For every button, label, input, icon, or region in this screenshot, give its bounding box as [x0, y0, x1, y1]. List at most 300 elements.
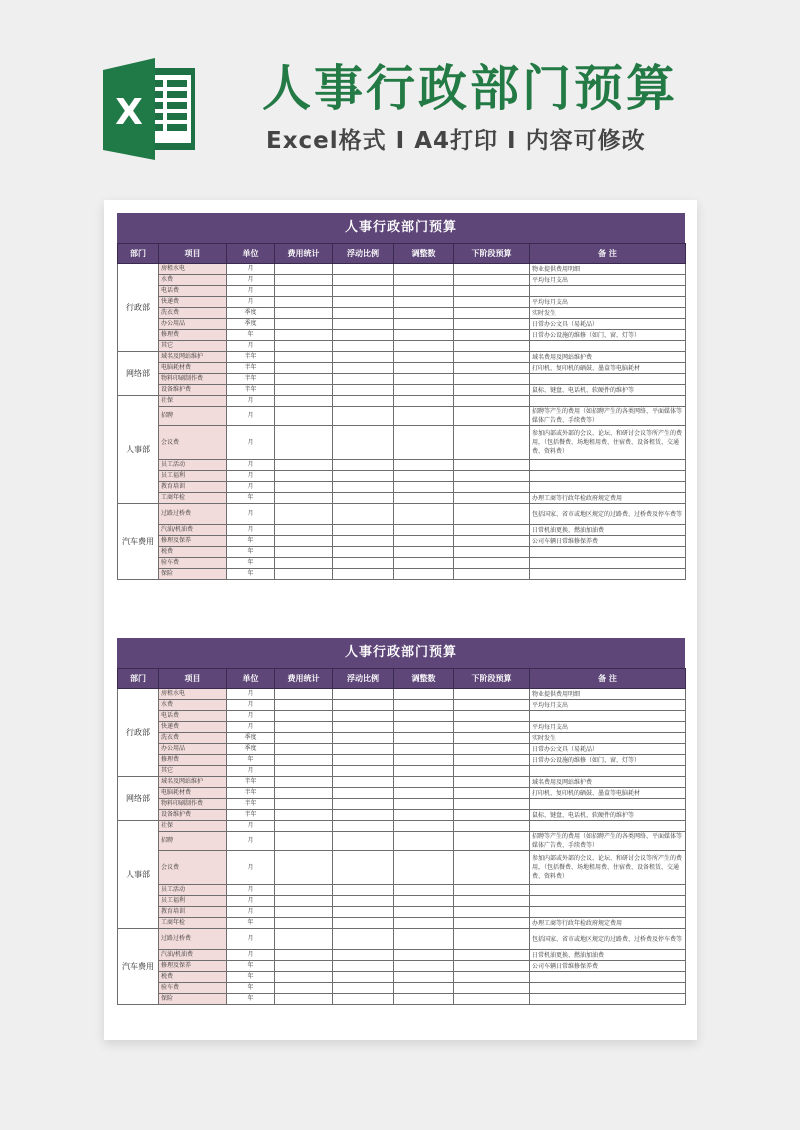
cost-total-cell[interactable] [275, 700, 333, 711]
unit-cell[interactable]: 季度 [227, 744, 275, 755]
next-budget-cell[interactable] [454, 264, 530, 275]
note-cell[interactable] [530, 907, 686, 918]
item-cell[interactable]: 招聘 [159, 407, 227, 426]
note-cell[interactable] [530, 286, 686, 297]
float-ratio-cell[interactable] [333, 983, 394, 994]
item-cell[interactable]: 房租水电 [159, 689, 227, 700]
cost-total-cell[interactable] [275, 766, 333, 777]
unit-cell[interactable]: 月 [227, 407, 275, 426]
float-ratio-cell[interactable] [333, 972, 394, 983]
item-cell[interactable]: 保险 [159, 994, 227, 1005]
item-cell[interactable]: 招聘 [159, 832, 227, 851]
note-cell[interactable]: 参加内部或外部的会议、论坛、和研讨会议等所产生的费用，（包括餐费、场地租用费、住宿费、设备租赁、交通费、资料费） [530, 851, 686, 885]
cost-total-cell[interactable] [275, 733, 333, 744]
adjustment-cell[interactable] [394, 264, 454, 275]
unit-cell[interactable]: 月 [227, 525, 275, 536]
adjustment-cell[interactable] [394, 569, 454, 580]
note-cell[interactable]: 日常办公设施的维修（如门、窗、灯等） [530, 330, 686, 341]
dept-cell[interactable]: 人事部 [118, 821, 159, 929]
unit-cell[interactable]: 年 [227, 330, 275, 341]
note-cell[interactable]: 招聘等产生的费用（如招聘产生的各类网络、平面媒体等媒体广告费、手续费等） [530, 407, 686, 426]
note-cell[interactable]: 平均每月支出 [530, 700, 686, 711]
item-cell[interactable]: 电脑耗材费 [159, 363, 227, 374]
cost-total-cell[interactable] [275, 504, 333, 525]
note-cell[interactable]: 实时发生 [530, 308, 686, 319]
next-budget-cell[interactable] [454, 385, 530, 396]
next-budget-cell[interactable] [454, 810, 530, 821]
cost-total-cell[interactable] [275, 374, 333, 385]
float-ratio-cell[interactable] [333, 547, 394, 558]
dept-cell[interactable]: 网络部 [118, 777, 159, 821]
adjustment-cell[interactable] [394, 482, 454, 493]
float-ratio-cell[interactable] [333, 504, 394, 525]
item-cell[interactable]: 汽油/机油费 [159, 525, 227, 536]
item-cell[interactable]: 快递费 [159, 722, 227, 733]
unit-cell[interactable]: 月 [227, 711, 275, 722]
note-cell[interactable]: 实时发生 [530, 733, 686, 744]
dept-cell[interactable]: 汽车费用 [118, 929, 159, 1005]
adjustment-cell[interactable] [394, 341, 454, 352]
float-ratio-cell[interactable] [333, 264, 394, 275]
cost-total-cell[interactable] [275, 950, 333, 961]
note-cell[interactable]: 平均每月支出 [530, 297, 686, 308]
cost-total-cell[interactable] [275, 851, 333, 885]
float-ratio-cell[interactable] [333, 407, 394, 426]
cost-total-cell[interactable] [275, 689, 333, 700]
note-cell[interactable] [530, 396, 686, 407]
cost-total-cell[interactable] [275, 525, 333, 536]
item-cell[interactable]: 电脑耗材费 [159, 788, 227, 799]
item-cell[interactable]: 办公用品 [159, 319, 227, 330]
item-cell[interactable]: 修理及保养 [159, 961, 227, 972]
adjustment-cell[interactable] [394, 319, 454, 330]
next-budget-cell[interactable] [454, 407, 530, 426]
note-cell[interactable] [530, 766, 686, 777]
note-cell[interactable] [530, 983, 686, 994]
note-cell[interactable]: 参加内部或外部的会议、论坛、和研讨会议等所产生的费用，（包括餐费、场地租用费、住宿费、设备租赁、交通费、资料费） [530, 426, 686, 460]
item-cell[interactable]: 税费 [159, 972, 227, 983]
unit-cell[interactable]: 年 [227, 918, 275, 929]
item-cell[interactable]: 员工活动 [159, 885, 227, 896]
item-cell[interactable]: 电话费 [159, 286, 227, 297]
note-cell[interactable] [530, 821, 686, 832]
float-ratio-cell[interactable] [333, 799, 394, 810]
cost-total-cell[interactable] [275, 722, 333, 733]
adjustment-cell[interactable] [394, 308, 454, 319]
unit-cell[interactable]: 季度 [227, 319, 275, 330]
next-budget-cell[interactable] [454, 700, 530, 711]
next-budget-cell[interactable] [454, 286, 530, 297]
unit-cell[interactable]: 月 [227, 700, 275, 711]
float-ratio-cell[interactable] [333, 788, 394, 799]
unit-cell[interactable]: 月 [227, 885, 275, 896]
unit-cell[interactable]: 月 [227, 504, 275, 525]
cost-total-cell[interactable] [275, 918, 333, 929]
item-cell[interactable]: 员工福利 [159, 471, 227, 482]
unit-cell[interactable]: 月 [227, 832, 275, 851]
adjustment-cell[interactable] [394, 711, 454, 722]
float-ratio-cell[interactable] [333, 352, 394, 363]
unit-cell[interactable]: 年 [227, 972, 275, 983]
unit-cell[interactable]: 半年 [227, 777, 275, 788]
note-cell[interactable]: 平均每月支出 [530, 722, 686, 733]
note-cell[interactable] [530, 547, 686, 558]
adjustment-cell[interactable] [394, 755, 454, 766]
unit-cell[interactable]: 半年 [227, 385, 275, 396]
note-cell[interactable]: 日常办公文具（易耗品） [530, 319, 686, 330]
next-budget-cell[interactable] [454, 711, 530, 722]
next-budget-cell[interactable] [454, 885, 530, 896]
adjustment-cell[interactable] [394, 983, 454, 994]
unit-cell[interactable]: 月 [227, 471, 275, 482]
unit-cell[interactable]: 半年 [227, 352, 275, 363]
cost-total-cell[interactable] [275, 264, 333, 275]
float-ratio-cell[interactable] [333, 700, 394, 711]
adjustment-cell[interactable] [394, 821, 454, 832]
item-cell[interactable]: 保险 [159, 569, 227, 580]
item-cell[interactable]: 其它 [159, 766, 227, 777]
cost-total-cell[interactable] [275, 907, 333, 918]
cost-total-cell[interactable] [275, 885, 333, 896]
float-ratio-cell[interactable] [333, 536, 394, 547]
next-budget-cell[interactable] [454, 766, 530, 777]
adjustment-cell[interactable] [394, 918, 454, 929]
adjustment-cell[interactable] [394, 885, 454, 896]
unit-cell[interactable]: 年 [227, 755, 275, 766]
float-ratio-cell[interactable] [333, 918, 394, 929]
unit-cell[interactable]: 半年 [227, 799, 275, 810]
cost-total-cell[interactable] [275, 777, 333, 788]
item-cell[interactable]: 水费 [159, 275, 227, 286]
cost-total-cell[interactable] [275, 558, 333, 569]
note-cell[interactable]: 办理工商等行政年检政府规定费用 [530, 493, 686, 504]
float-ratio-cell[interactable] [333, 471, 394, 482]
cost-total-cell[interactable] [275, 972, 333, 983]
unit-cell[interactable]: 月 [227, 929, 275, 950]
cost-total-cell[interactable] [275, 755, 333, 766]
unit-cell[interactable]: 月 [227, 426, 275, 460]
item-cell[interactable]: 修理费 [159, 755, 227, 766]
next-budget-cell[interactable] [454, 929, 530, 950]
float-ratio-cell[interactable] [333, 275, 394, 286]
note-cell[interactable] [530, 482, 686, 493]
dept-cell[interactable]: 行政部 [118, 689, 159, 777]
item-cell[interactable]: 物料印刷制作费 [159, 374, 227, 385]
adjustment-cell[interactable] [394, 558, 454, 569]
dept-cell[interactable]: 汽车费用 [118, 504, 159, 580]
unit-cell[interactable]: 年 [227, 961, 275, 972]
next-budget-cell[interactable] [454, 547, 530, 558]
cost-total-cell[interactable] [275, 744, 333, 755]
unit-cell[interactable]: 年 [227, 493, 275, 504]
float-ratio-cell[interactable] [333, 569, 394, 580]
adjustment-cell[interactable] [394, 407, 454, 426]
unit-cell[interactable]: 月 [227, 907, 275, 918]
item-cell[interactable]: 工商年检 [159, 918, 227, 929]
float-ratio-cell[interactable] [333, 341, 394, 352]
note-cell[interactable]: 鼠标、键盘、电话机、软硬件的维护等 [530, 810, 686, 821]
item-cell[interactable]: 工商年检 [159, 493, 227, 504]
note-cell[interactable] [530, 558, 686, 569]
float-ratio-cell[interactable] [333, 755, 394, 766]
next-budget-cell[interactable] [454, 733, 530, 744]
cost-total-cell[interactable] [275, 363, 333, 374]
note-cell[interactable]: 日常机油更换、燃油加油费 [530, 525, 686, 536]
float-ratio-cell[interactable] [333, 330, 394, 341]
next-budget-cell[interactable] [454, 896, 530, 907]
cost-total-cell[interactable] [275, 961, 333, 972]
next-budget-cell[interactable] [454, 689, 530, 700]
item-cell[interactable]: 验车费 [159, 983, 227, 994]
cost-total-cell[interactable] [275, 297, 333, 308]
unit-cell[interactable]: 月 [227, 689, 275, 700]
next-budget-cell[interactable] [454, 972, 530, 983]
adjustment-cell[interactable] [394, 733, 454, 744]
float-ratio-cell[interactable] [333, 689, 394, 700]
adjustment-cell[interactable] [394, 788, 454, 799]
item-cell[interactable]: 域名及网站维护 [159, 352, 227, 363]
note-cell[interactable]: 日常办公设施的维修（如门、窗、灯等） [530, 755, 686, 766]
adjustment-cell[interactable] [394, 396, 454, 407]
cost-total-cell[interactable] [275, 352, 333, 363]
next-budget-cell[interactable] [454, 536, 530, 547]
unit-cell[interactable]: 月 [227, 896, 275, 907]
item-cell[interactable]: 过路过桥费 [159, 504, 227, 525]
adjustment-cell[interactable] [394, 929, 454, 950]
next-budget-cell[interactable] [454, 482, 530, 493]
unit-cell[interactable]: 月 [227, 286, 275, 297]
dept-cell[interactable]: 人事部 [118, 396, 159, 504]
next-budget-cell[interactable] [454, 297, 530, 308]
unit-cell[interactable]: 年 [227, 994, 275, 1005]
note-cell[interactable] [530, 341, 686, 352]
unit-cell[interactable]: 月 [227, 341, 275, 352]
note-cell[interactable]: 物业提供费用明细 [530, 264, 686, 275]
note-cell[interactable] [530, 799, 686, 810]
note-cell[interactable] [530, 994, 686, 1005]
float-ratio-cell[interactable] [333, 385, 394, 396]
adjustment-cell[interactable] [394, 810, 454, 821]
adjustment-cell[interactable] [394, 777, 454, 788]
cost-total-cell[interactable] [275, 319, 333, 330]
unit-cell[interactable]: 年 [227, 558, 275, 569]
note-cell[interactable]: 日常机油更换、燃油加油费 [530, 950, 686, 961]
adjustment-cell[interactable] [394, 385, 454, 396]
float-ratio-cell[interactable] [333, 374, 394, 385]
adjustment-cell[interactable] [394, 907, 454, 918]
float-ratio-cell[interactable] [333, 426, 394, 460]
item-cell[interactable]: 教育培训 [159, 482, 227, 493]
cost-total-cell[interactable] [275, 994, 333, 1005]
note-cell[interactable]: 域名费用及网站维护费 [530, 352, 686, 363]
cost-total-cell[interactable] [275, 799, 333, 810]
next-budget-cell[interactable] [454, 755, 530, 766]
next-budget-cell[interactable] [454, 275, 530, 286]
adjustment-cell[interactable] [394, 426, 454, 460]
unit-cell[interactable]: 月 [227, 275, 275, 286]
float-ratio-cell[interactable] [333, 286, 394, 297]
next-budget-cell[interactable] [454, 396, 530, 407]
float-ratio-cell[interactable] [333, 722, 394, 733]
adjustment-cell[interactable] [394, 493, 454, 504]
note-cell[interactable]: 办理工商等行政年检政府规定费用 [530, 918, 686, 929]
adjustment-cell[interactable] [394, 851, 454, 885]
next-budget-cell[interactable] [454, 788, 530, 799]
item-cell[interactable]: 水费 [159, 700, 227, 711]
dept-cell[interactable]: 行政部 [118, 264, 159, 352]
adjustment-cell[interactable] [394, 352, 454, 363]
next-budget-cell[interactable] [454, 352, 530, 363]
float-ratio-cell[interactable] [333, 885, 394, 896]
cost-total-cell[interactable] [275, 821, 333, 832]
next-budget-cell[interactable] [454, 961, 530, 972]
next-budget-cell[interactable] [454, 918, 530, 929]
cost-total-cell[interactable] [275, 536, 333, 547]
cost-total-cell[interactable] [275, 460, 333, 471]
note-cell[interactable]: 平均每月支出 [530, 275, 686, 286]
next-budget-cell[interactable] [454, 330, 530, 341]
next-budget-cell[interactable] [454, 426, 530, 460]
item-cell[interactable]: 社保 [159, 396, 227, 407]
item-cell[interactable]: 办公用品 [159, 744, 227, 755]
cost-total-cell[interactable] [275, 341, 333, 352]
note-cell[interactable]: 包括国家、省市或地区规定的过路费、过桥费及停车费等 [530, 929, 686, 950]
float-ratio-cell[interactable] [333, 766, 394, 777]
cost-total-cell[interactable] [275, 896, 333, 907]
next-budget-cell[interactable] [454, 504, 530, 525]
next-budget-cell[interactable] [454, 821, 530, 832]
next-budget-cell[interactable] [454, 722, 530, 733]
item-cell[interactable]: 设备维护费 [159, 810, 227, 821]
adjustment-cell[interactable] [394, 374, 454, 385]
unit-cell[interactable]: 月 [227, 460, 275, 471]
float-ratio-cell[interactable] [333, 744, 394, 755]
unit-cell[interactable]: 月 [227, 950, 275, 961]
note-cell[interactable]: 打印机、复印机的硒鼓、墨盒等电脑耗材 [530, 363, 686, 374]
adjustment-cell[interactable] [394, 504, 454, 525]
item-cell[interactable]: 电话费 [159, 711, 227, 722]
float-ratio-cell[interactable] [333, 950, 394, 961]
adjustment-cell[interactable] [394, 896, 454, 907]
next-budget-cell[interactable] [454, 777, 530, 788]
float-ratio-cell[interactable] [333, 896, 394, 907]
cost-total-cell[interactable] [275, 407, 333, 426]
item-cell[interactable]: 会议费 [159, 426, 227, 460]
note-cell[interactable] [530, 460, 686, 471]
unit-cell[interactable]: 年 [227, 983, 275, 994]
item-cell[interactable]: 域名及网站维护 [159, 777, 227, 788]
next-budget-cell[interactable] [454, 950, 530, 961]
adjustment-cell[interactable] [394, 275, 454, 286]
adjustment-cell[interactable] [394, 961, 454, 972]
item-cell[interactable]: 会议费 [159, 851, 227, 885]
cost-total-cell[interactable] [275, 330, 333, 341]
adjustment-cell[interactable] [394, 471, 454, 482]
adjustment-cell[interactable] [394, 460, 454, 471]
unit-cell[interactable]: 月 [227, 821, 275, 832]
adjustment-cell[interactable] [394, 700, 454, 711]
cost-total-cell[interactable] [275, 547, 333, 558]
float-ratio-cell[interactable] [333, 363, 394, 374]
note-cell[interactable]: 鼠标、键盘、电话机、软硬件的维护等 [530, 385, 686, 396]
float-ratio-cell[interactable] [333, 308, 394, 319]
unit-cell[interactable]: 半年 [227, 810, 275, 821]
next-budget-cell[interactable] [454, 525, 530, 536]
next-budget-cell[interactable] [454, 493, 530, 504]
note-cell[interactable] [530, 569, 686, 580]
note-cell[interactable]: 日常办公文具（易耗品） [530, 744, 686, 755]
adjustment-cell[interactable] [394, 744, 454, 755]
float-ratio-cell[interactable] [333, 929, 394, 950]
unit-cell[interactable]: 半年 [227, 363, 275, 374]
adjustment-cell[interactable] [394, 689, 454, 700]
next-budget-cell[interactable] [454, 341, 530, 352]
item-cell[interactable]: 员工活动 [159, 460, 227, 471]
item-cell[interactable]: 洗衣费 [159, 308, 227, 319]
note-cell[interactable]: 公司车辆日常维修保养费 [530, 536, 686, 547]
next-budget-cell[interactable] [454, 907, 530, 918]
next-budget-cell[interactable] [454, 983, 530, 994]
next-budget-cell[interactable] [454, 308, 530, 319]
note-cell[interactable] [530, 471, 686, 482]
note-cell[interactable]: 打印机、复印机的硒鼓、墨盒等电脑耗材 [530, 788, 686, 799]
item-cell[interactable]: 其它 [159, 341, 227, 352]
unit-cell[interactable]: 月 [227, 482, 275, 493]
note-cell[interactable] [530, 374, 686, 385]
item-cell[interactable]: 汽油/机油费 [159, 950, 227, 961]
item-cell[interactable]: 修理费 [159, 330, 227, 341]
cost-total-cell[interactable] [275, 569, 333, 580]
unit-cell[interactable]: 年 [227, 547, 275, 558]
float-ratio-cell[interactable] [333, 493, 394, 504]
cost-total-cell[interactable] [275, 308, 333, 319]
float-ratio-cell[interactable] [333, 810, 394, 821]
note-cell[interactable]: 招聘等产生的费用（如招聘产生的各类网络、平面媒体等媒体广告费、手续费等） [530, 832, 686, 851]
item-cell[interactable]: 教育培训 [159, 907, 227, 918]
adjustment-cell[interactable] [394, 363, 454, 374]
item-cell[interactable]: 验车费 [159, 558, 227, 569]
float-ratio-cell[interactable] [333, 961, 394, 972]
next-budget-cell[interactable] [454, 799, 530, 810]
note-cell[interactable] [530, 972, 686, 983]
dept-cell[interactable]: 网络部 [118, 352, 159, 396]
adjustment-cell[interactable] [394, 525, 454, 536]
adjustment-cell[interactable] [394, 722, 454, 733]
cost-total-cell[interactable] [275, 983, 333, 994]
cost-total-cell[interactable] [275, 482, 333, 493]
float-ratio-cell[interactable] [333, 525, 394, 536]
adjustment-cell[interactable] [394, 286, 454, 297]
adjustment-cell[interactable] [394, 972, 454, 983]
item-cell[interactable]: 过路过桥费 [159, 929, 227, 950]
float-ratio-cell[interactable] [333, 851, 394, 885]
float-ratio-cell[interactable] [333, 832, 394, 851]
next-budget-cell[interactable] [454, 851, 530, 885]
float-ratio-cell[interactable] [333, 297, 394, 308]
cost-total-cell[interactable] [275, 385, 333, 396]
float-ratio-cell[interactable] [333, 558, 394, 569]
unit-cell[interactable]: 月 [227, 722, 275, 733]
item-cell[interactable]: 设备维护费 [159, 385, 227, 396]
float-ratio-cell[interactable] [333, 396, 394, 407]
cost-total-cell[interactable] [275, 711, 333, 722]
unit-cell[interactable]: 半年 [227, 788, 275, 799]
cost-total-cell[interactable] [275, 286, 333, 297]
adjustment-cell[interactable] [394, 799, 454, 810]
cost-total-cell[interactable] [275, 426, 333, 460]
next-budget-cell[interactable] [454, 471, 530, 482]
cost-total-cell[interactable] [275, 471, 333, 482]
